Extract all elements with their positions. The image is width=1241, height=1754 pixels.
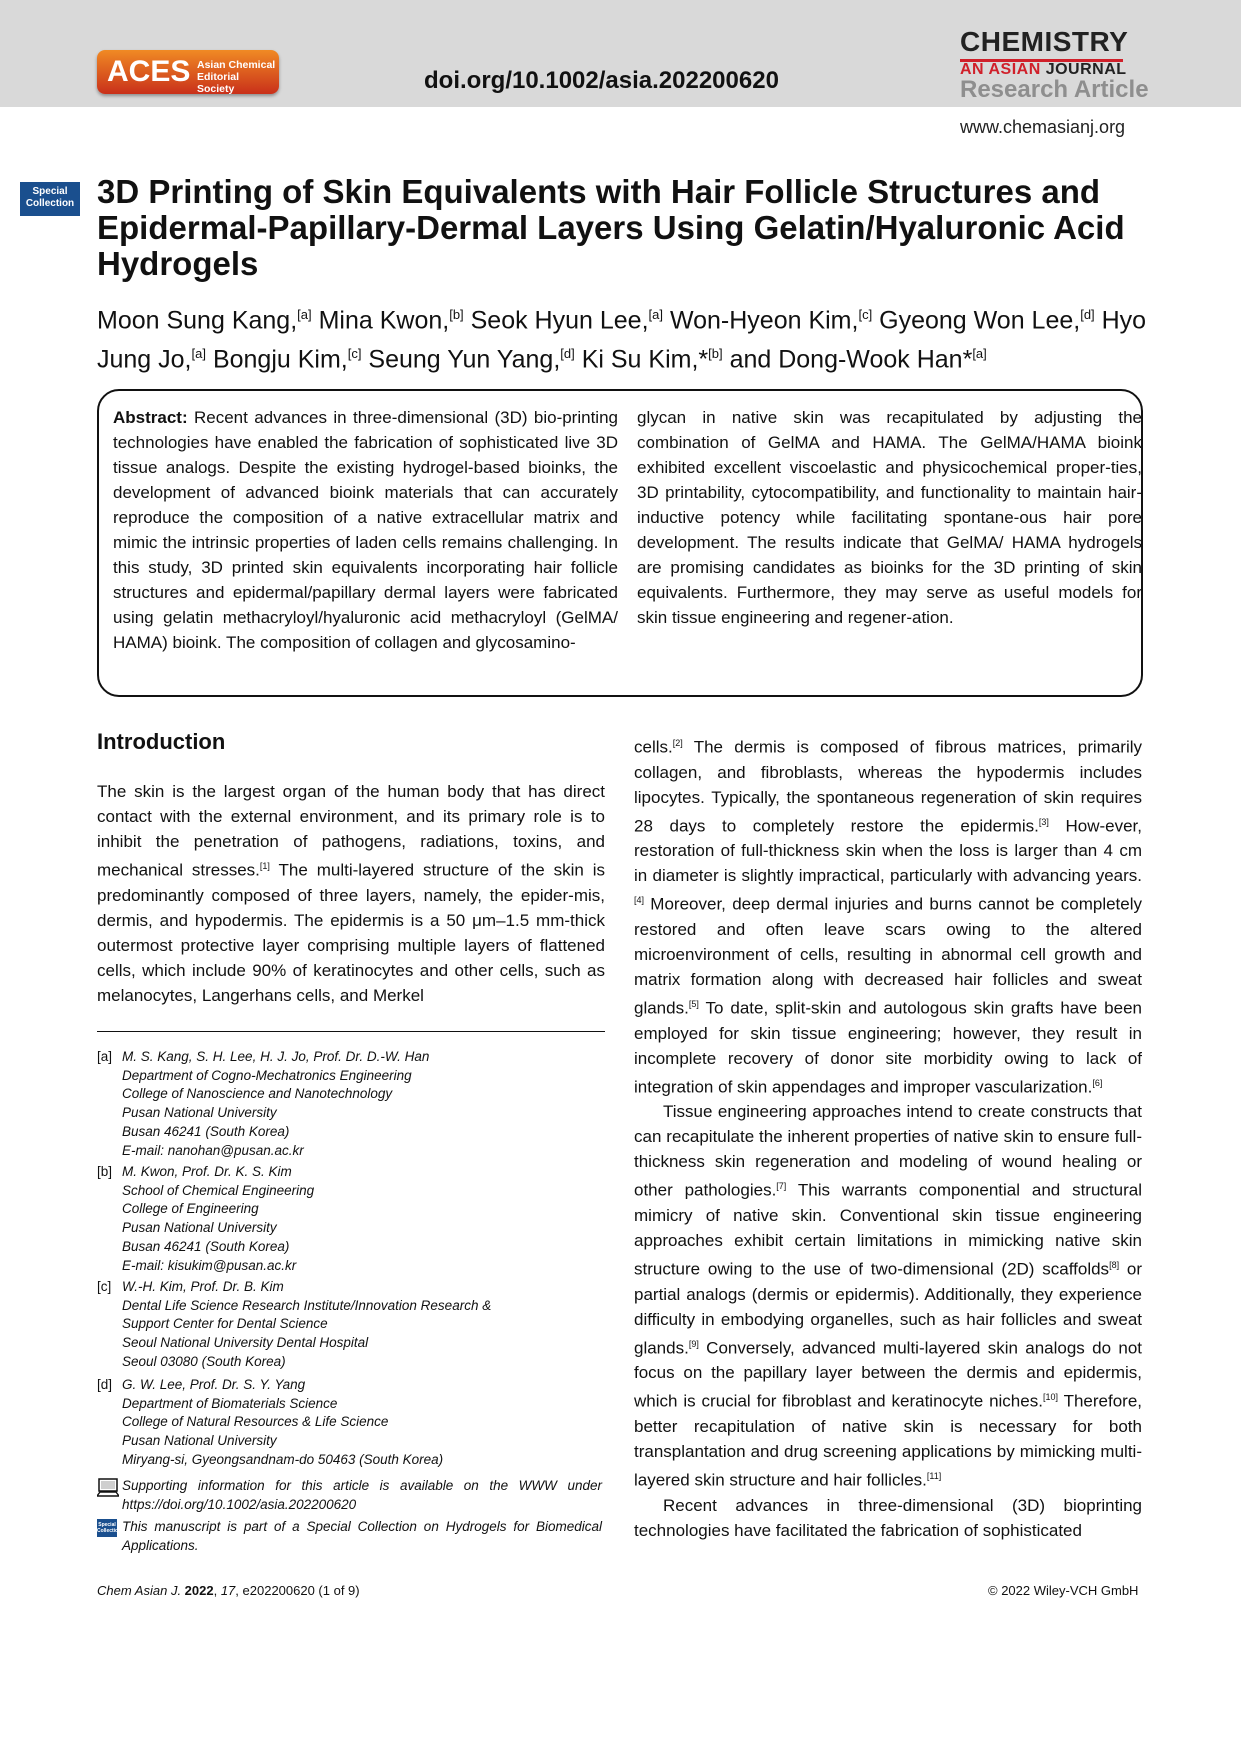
- body-text: Tissue engineering approaches intend to create constructs that can recapitulate the inherent properties of native skin to ensure full-thickness skin regeneration and modeling of wound healing or other pathologies.: [634, 1102, 1142, 1200]
- affiliation-key: [b]: [97, 1164, 113, 1179]
- author-name: and Dong-Wook Han*: [729, 345, 973, 374]
- computer-icon: [97, 1478, 119, 1498]
- affiliation-line: Seoul 03080 (South Korea): [122, 1353, 286, 1369]
- email-link[interactable]: E-mail: nanohan@pusan.ac.kr: [122, 1142, 304, 1158]
- affiliation-marker: [c]: [347, 346, 362, 362]
- affiliation-line: College of Natural Resources & Life Science: [122, 1414, 389, 1430]
- reference-citation[interactable]: [6]: [1092, 1077, 1103, 1088]
- affiliation-marker: [d]: [560, 346, 575, 362]
- journal-website-link[interactable]: www.chemasianj.org: [960, 117, 1126, 137]
- reference-citation[interactable]: [9]: [688, 1338, 699, 1349]
- affiliation-address: [122, 1376, 602, 1470]
- reference-citation[interactable]: [3]: [1038, 816, 1049, 827]
- introduction-paragraph: [634, 1493, 1142, 1543]
- journal-logo-line2: AN ASIAN JOURNAL: [960, 61, 1127, 78]
- introduction-paragraph: [97, 779, 605, 1008]
- author-name: Mina Kwon,: [318, 306, 450, 335]
- affiliation-line: G. W. Lee, Prof. Dr. S. Y. Yang: [122, 1377, 306, 1392]
- affiliation-line: Department of Biomaterials Science: [122, 1395, 338, 1411]
- author-name: Bongju Kim,: [212, 345, 348, 374]
- aces-society-logo[interactable]: [97, 50, 279, 94]
- affiliation-line: M. Kwon, Prof. Dr. K. S. Kim: [122, 1164, 292, 1179]
- doi-link[interactable]: doi.org/10.1002/asia.202200620: [424, 67, 779, 94]
- affiliation-marker: [b]: [449, 307, 464, 322]
- copyright-footer: © 2022 Wiley-VCH GmbH: [988, 1583, 1139, 1598]
- body-text: To date, split-skin and autologous skin grafts have been employed for skin tissue engineering; however, they result in incomplete recovery of donor site morbidity owing to lack of integration of skin appendages and improper vascularization.: [634, 998, 1142, 1097]
- aces-logo-subtitle: Asian Chemical Editorial Society: [197, 59, 276, 95]
- affiliation-key: [c]: [97, 1279, 112, 1294]
- body-text: cells.: [634, 737, 673, 757]
- affiliation-line: Pusan National University: [122, 1433, 277, 1449]
- body-text: How-ever, restoration of full-thickness skin when the loss is larger than 4 cm in diameter is slightly impractical, particularly with advancing years.: [634, 816, 1142, 886]
- special-collection-icon: Special Collection: [97, 1519, 117, 1537]
- introduction-heading: Introduction: [97, 729, 226, 754]
- reference-citation[interactable]: [7]: [776, 1181, 787, 1192]
- reference-citation[interactable]: [1]: [259, 861, 270, 871]
- affiliation-line: Dental Life Science Research Institute/Innovation Research &: [122, 1297, 492, 1313]
- abstract-label: Abstract:: [113, 408, 188, 427]
- introduction-paragraph: [634, 1099, 1142, 1492]
- author-list: [97, 298, 1157, 377]
- body-text: This warrants componential and structural mimicry of native skin. Conventional skin tissue engineering approaches exhibit certain limitations in mimicking native skin structure owing to the use of two-dimensional (2D) scaffolds: [634, 1180, 1142, 1279]
- author-name: Ki Su Kim,*: [581, 345, 709, 374]
- footnote-rule: [97, 1031, 605, 1032]
- affiliation-line: Support Center for Dental Science: [122, 1316, 328, 1332]
- affiliation-marker: [b]: [708, 346, 723, 362]
- affiliation-marker: [a]: [297, 307, 312, 322]
- affiliation-line: College of Engineering: [122, 1201, 259, 1217]
- special-collection-text: This manuscript is part of a Special Collection on Hydrogels for Biomedical Applications.: [122, 1519, 602, 1553]
- article-title: 3D Printing of Skin Equivalents with Hair Follicle Structures and Epidermal-Papillary-Dermal Layers Using Gelatin/Hyaluronic Acid Hydrogels: [97, 173, 1125, 282]
- body-text: Therefore, better recapitulation of native skin is necessary for both transplantation and drug screening applications by mimicking multi-layered skin structure and hair follicles.: [634, 1391, 1142, 1490]
- author-name: Gyeong Won Lee,: [879, 306, 1081, 335]
- body-text: Moreover, deep dermal injuries and burns cannot be completely restored and often leave scars owing to the altered microenvironment of cells, resulting in abnormal cell growth and matrix formation along with decreased hair follicles and sweat glands.: [634, 894, 1142, 1018]
- introduction-right-column: [634, 731, 1142, 1543]
- body-text: The dermis is composed of fibrous matrices, primarily collagen, and fibroblasts, whereas the hypodermis includes lipocytes. Typically, the spontaneous regeneration of skin requires 28 days to completely restore the epidermis.: [634, 737, 1142, 836]
- body-text: Recent advances in three-dimensional (3D) bioprinting technologies have facilitated the fabrication of sophisticated: [634, 1495, 1142, 1540]
- reference-citation[interactable]: [5]: [688, 998, 699, 1009]
- affiliation-marker: [a]: [191, 346, 206, 362]
- aces-logo-word: ACES: [107, 55, 191, 88]
- abstract-left-column: [113, 405, 618, 655]
- affiliation-key: [a]: [97, 1049, 113, 1064]
- affiliation-marker: [d]: [1080, 307, 1095, 322]
- abstract-text-right: glycan in native skin was recapitulated by adjusting the combination of GelMA and HAMA. The GelMA/HAMA bioink exhibited excellent viscoelastic and physicochemical proper-ties, 3D printability, cytocompatibility, and functionality to maintain hair-inductive potency while facilitating spontane-ous hair pore development. The results indicate that GelMA/ HAMA hydrogels are promising candidates as bioinks for the 3D printing of skin equivalents. Furthermore, they may serve as useful models for skin tissue engineering and regener-ation.: [637, 408, 1142, 627]
- author-name: Hyo Jung Jo,: [97, 306, 1147, 374]
- email-link[interactable]: E-mail: kisukim@pusan.ac.kr: [122, 1257, 297, 1273]
- affiliation-line: Department of Cogno-Mechatronics Engineering: [122, 1067, 412, 1083]
- affiliation-line: Miryang-si, Gyeongsandnam-do 50463 (South Korea): [122, 1451, 444, 1467]
- citation-footer: Chem Asian J. 2022, 17, e202200620 (1 of 9): [97, 1583, 360, 1598]
- introduction-left-column: [97, 779, 605, 1008]
- affiliation-line: Pusan National University: [122, 1105, 277, 1121]
- introduction-paragraph: [634, 731, 1142, 1099]
- affiliation-address: [122, 1163, 602, 1275]
- reference-citation[interactable]: [2]: [672, 738, 683, 748]
- affiliation-marker: [a]: [648, 307, 663, 322]
- affiliation-marker: [a]: [972, 346, 987, 362]
- abstract-right-column: [637, 405, 1142, 630]
- journal-logo-line1: CHEMISTRY: [960, 26, 1129, 57]
- abstract-text-left: Recent advances in three-dimensional (3D) bio-printing technologies have enabled the fabrication of sophisticated live 3D tissue analogs. Despite the existing hydrogel-based bioinks, the development of advanced bioink materials that can accurately reproduce the composition of a native extracellular matrix and mimic the intrinsic properties of laden cells remains challenging. In this study, 3D printed skin equivalents incorporating hair follicle structures and epidermal/papillary dermal layers were fabricated using gelatin methacryloyl/hyaluronic acid methacryloyl (GelMA/ HAMA) bioink. The composition of collagen and glycosamino-: [113, 408, 618, 652]
- body-text: The multi-layered structure of the skin is predominantly composed of three layers, namely, the epider-mis, dermis, and hypodermis. The epidermis is a 50 μm–1.5 mm-thick outermost protective layer comprising multiple layers of flattened cells, which include 90% of keratinocytes and other cells, such as melanocytes, Langerhans cells, and Merkel: [97, 860, 606, 1005]
- affiliation-line: Seoul National University Dental Hospital: [122, 1335, 369, 1351]
- affiliation-marker: [c]: [858, 307, 873, 322]
- author-name: Won-Hyeon Kim,: [669, 306, 859, 335]
- body-text: or partial analogs (dermis or epidermis). Additionally, they experience difficulty in embodying organelles, such as hair follicles and sweat glands.: [634, 1259, 1142, 1358]
- article-type-label: Research Article: [960, 76, 1149, 103]
- reference-citation[interactable]: [10]: [1042, 1392, 1058, 1403]
- affiliation-line: Busan 46241 (South Korea): [122, 1238, 290, 1254]
- reference-citation[interactable]: [4]: [634, 895, 645, 906]
- affiliation-line: College of Nanoscience and Nanotechnology: [122, 1086, 393, 1102]
- affiliation-address: [122, 1278, 602, 1372]
- author-name: Moon Sung Kang,: [97, 306, 298, 335]
- special-collection-badge[interactable]: Special Collection: [20, 182, 80, 216]
- affiliation-line: M. S. Kang, S. H. Lee, H. J. Jo, Prof. Dr. D.-W. Han: [122, 1049, 430, 1064]
- reference-citation[interactable]: [11]: [926, 1470, 942, 1481]
- supporting-info-text[interactable]: Supporting information for this article is available on the WWW under https://doi.org/10.1002/asia.202200620: [122, 1478, 602, 1512]
- reference-citation[interactable]: [8]: [1109, 1259, 1120, 1270]
- affiliation-line: W.-H. Kim, Prof. Dr. B. Kim: [122, 1279, 284, 1294]
- affiliation-address: [122, 1048, 602, 1160]
- affiliation-line: School of Chemical Engineering: [122, 1182, 315, 1198]
- affiliation-line: Pusan National University: [122, 1220, 277, 1236]
- affiliation-key: [d]: [97, 1377, 113, 1392]
- author-name: Seok Hyun Lee,: [470, 306, 649, 335]
- author-name: Seung Yun Yang,: [368, 345, 561, 374]
- affiliation-line: Busan 46241 (South Korea): [122, 1123, 290, 1139]
- body-text: Conversely, advanced multi-layered skin analogs do not focus on the papillary layer between the dermis and epidermis, which is crucial for fibroblast and keratinocyte niches.: [634, 1338, 1142, 1411]
- body-text: The skin is the largest organ of the human body that has direct contact with the external environment, and its primary role is to inhibit the penetration of pathogens, radiations, toxins, and mechanical stresses.: [97, 782, 605, 880]
